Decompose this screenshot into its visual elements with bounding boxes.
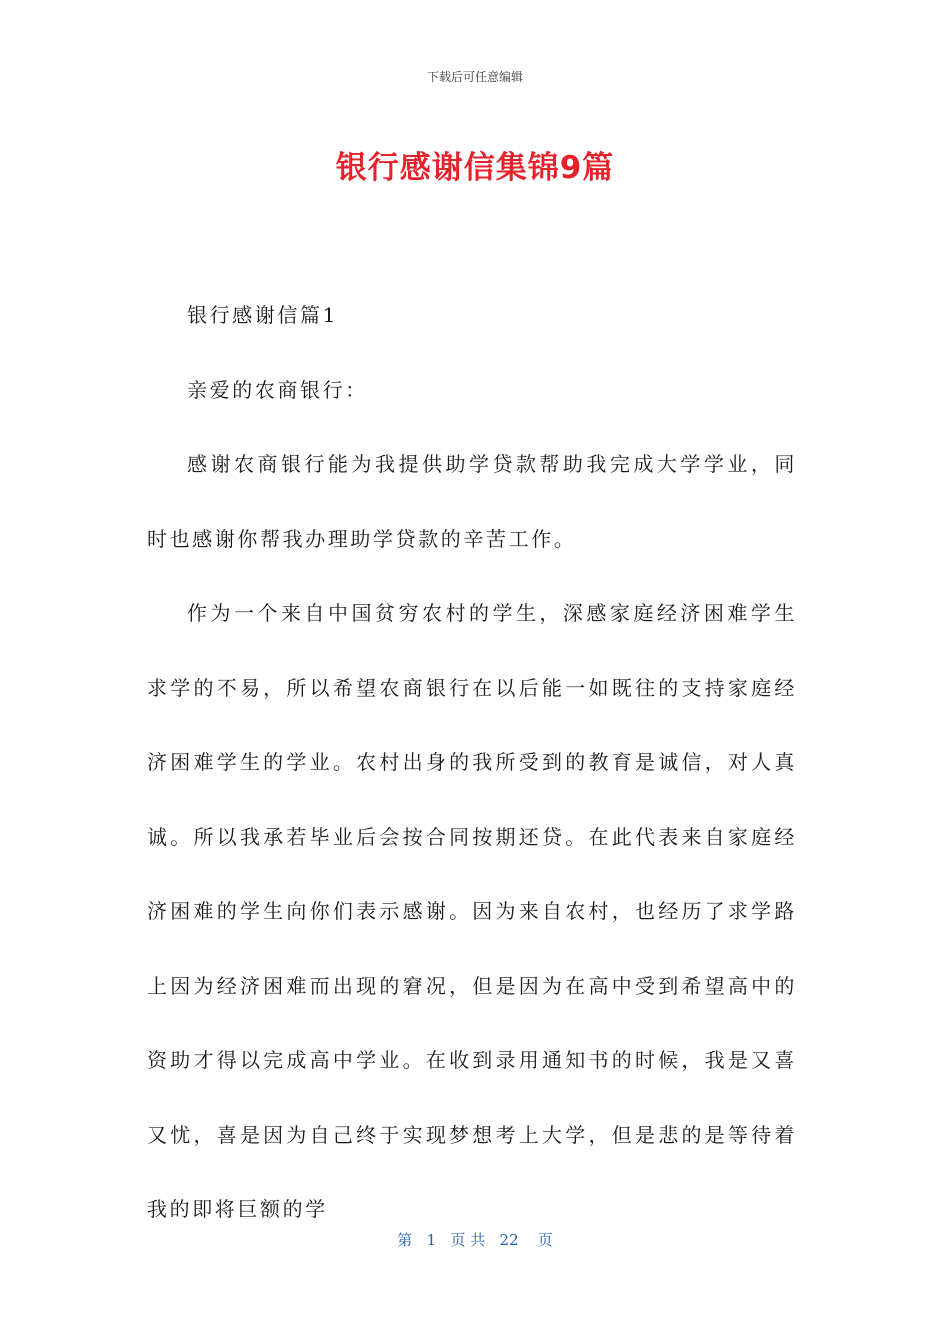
document-title: 银行感谢信集锦9篇: [335, 150, 615, 186]
body-paragraph: 作为一个来自中国贫穷农村的学生，深感家庭经济困难学生求学的不易，所以希望农商银行在以后能一如既往的支持家庭经济困难学生的学业。农村出身的我所受到的教育是诚信，对人真诚。所以我承若毕业后会按合同按期还贷。在此代表来自家庭经济困难的学生向你们表示感谢。因为来自农村，也经历了求学路上因为经济困难而出现的窘况，但是因为在高中受到希望高中的资助才得以完成高中学业。在收到录用通知书的时候，我是又喜又忧，喜是因为自己终于实现梦想考上大学，但是悲的是等待着我的即将巨额的学: [147, 601, 797, 1221]
total-pages-number: 22: [499, 1231, 519, 1249]
page-footer: [0, 1229, 950, 1250]
section-heading: 银行感谢信篇1: [187, 303, 338, 327]
salutation: 亲爱的农商银行：: [187, 377, 368, 402]
current-page-number: 1: [426, 1231, 437, 1249]
body-paragraph: 感谢农商银行能为我提供助学贷款帮助我完成大学学业，同时也感谢你帮我办理助学贷款的辛苦工作。: [147, 452, 797, 551]
header-note: 下载后可任意编辑: [426, 70, 523, 84]
footer-suffix: 页: [537, 1231, 553, 1249]
footer-middle: 页 共: [450, 1231, 486, 1249]
footer-prefix: 第: [397, 1231, 413, 1249]
document-body: [147, 278, 797, 1247]
